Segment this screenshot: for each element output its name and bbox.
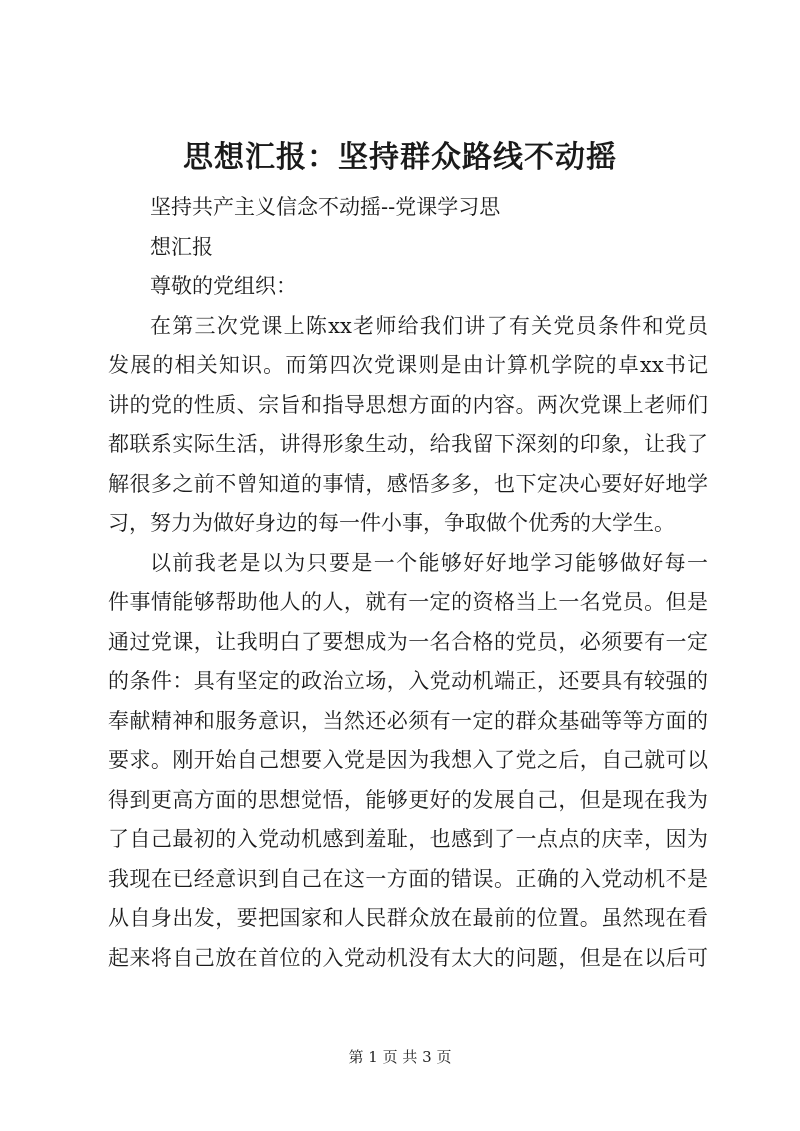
body-line: 了自己最初的入党动机感到羞耻，也感到了一点点的庆幸，因为 — [108, 827, 708, 851]
body-line: 讲的党的性质、宗旨和指导思想方面的内容。两次党课上老师们 — [108, 392, 708, 417]
body-line: 件事情能够帮助他人的人，就有一定的资格当上一名党员。但是 — [108, 590, 708, 614]
body-line: 奉献精神和服务意识，当然还必须有一定的群众基础等等方面的 — [108, 708, 708, 733]
page-footer: 第 1 页 共 3 页 — [348, 1048, 452, 1066]
body-line: 我现在已经意识到自己在这一方面的错误。正确的入党动机不是 — [108, 866, 708, 891]
document-title: 思想汇报：坚持群众路线不动摇 — [183, 140, 617, 175]
body-line: 尊敬的党组织： — [150, 274, 297, 298]
body-line: 从自身出发，要把国家和人民群众放在最前的位置。虽然现在看 — [108, 906, 708, 930]
document-body — [108, 188, 708, 978]
body-line: 通过党课，让我明白了要想成为一名合格的党员，必须要有一定 — [108, 629, 708, 654]
body-line: 的条件：具有坚定的政治立场，入党动机端正，还要具有较强的 — [108, 669, 708, 693]
body-line: 在第三次党课上陈xx老师给我们讲了有关党员条件和党员 — [150, 313, 708, 338]
body-line: 得到更高方面的思想觉悟，能够更好的发展自己，但是现在我为 — [108, 787, 708, 812]
body-line: 都联系实际生活，讲得形象生动，给我留下深刻的印象，让我了 — [108, 432, 708, 456]
body-line: 发展的相关知识。而第四次党课则是由计算机学院的卓xx书记 — [108, 353, 708, 377]
body-line: 解很多之前不曾知道的事情，感悟多多，也下定决心要好好地学 — [108, 471, 708, 496]
body-line: 起来将自己放在首位的入党动机没有太大的问题，但是在以后可 — [108, 945, 708, 970]
body-line: 想汇报 — [150, 234, 213, 259]
body-line: 要求。刚开始自己想要入党是因为我想入了党之后，自己就可以 — [108, 748, 708, 772]
body-line: 习，努力为做好身边的每一件小事，争取做个优秀的大学生。 — [108, 511, 675, 535]
body-line: 以前我老是以为只要是一个能够好好地学习能够做好每一 — [150, 550, 708, 575]
body-line: 坚持共产主义信念不动摇--党课学习思 — [150, 195, 501, 219]
